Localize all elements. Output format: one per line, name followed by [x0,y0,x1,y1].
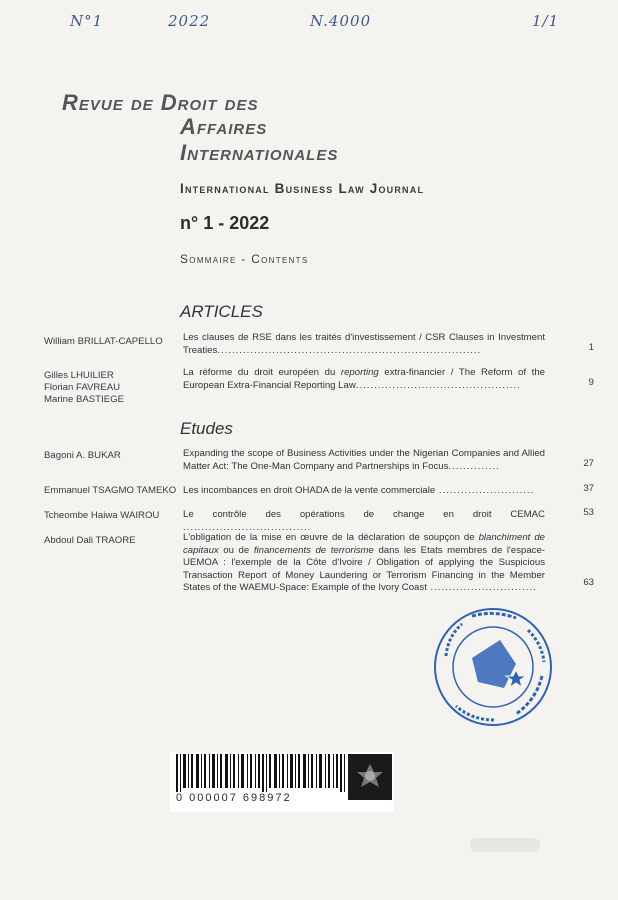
entry-title [183,367,545,392]
handwritten-code: 1/1 [532,12,560,30]
barcode-number: 0 000007 698972 [176,792,292,804]
entry-title-text: ou de [218,544,254,556]
entry-title-text: Les clauses de RSE dans les traités d'investissement / CSR Clauses in Investment Treaties [183,332,545,356]
leader-dots: ................................... [183,521,312,533]
entry-title-emphasis: blanchiment de capitaux [183,532,545,556]
leader-dots: .......................... [435,485,535,496]
leader-dots: ........................................................................ [217,344,482,356]
entry-title-text: L'obligation de la mise en œuvre de la déclaration de soupçon de [183,532,479,543]
page-number: 27 [583,458,594,469]
author-name: Tcheombe Haiwa WAIROU [44,510,160,521]
author-name: William BRILLAT-CAPELLO [44,336,163,347]
author-name: Abdoul Dali TRAORE [44,535,136,546]
page-number: 37 [583,483,594,494]
handwritten-issue-number: N°1 [70,12,104,30]
issue-number [180,213,269,234]
section-articles: ARTICLES [180,302,263,321]
entry-title-text: dans les Etats membres de l'espace-UEMOA : l'exemple de la Côte d'Ivoire / Obligation of applying the Suspicious Transaction Report of Money Laundering or Terrorism Financing in the Member States of the WAEMU-Space: Example of the Ivory Coast [183,544,545,593]
entry-title [183,485,545,498]
entry-title [183,448,545,473]
entry-title [183,332,545,357]
journal-subtitle: International Business Law Journal [180,181,425,196]
entry-title-text: La réforme du droit européen du [183,367,341,378]
handwritten-year: 2022 [168,12,211,30]
page-number: 1 [588,342,594,353]
page-number: 53 [583,507,594,518]
leader-dots: .............. [448,460,500,472]
entry-title-emphasis: financements de terrorisme [253,544,374,556]
summary-heading: Sommaire - Contents [180,252,309,266]
entry-title-emphasis: reporting [340,367,379,378]
journal-title-line-2: Affaires [180,114,268,139]
author-name: Marine BASTIEGE [44,394,124,405]
page-number: 9 [588,377,594,388]
entry-title [183,532,545,595]
leader-dots: ............................. [426,582,537,593]
stamp-emblem-icon [472,640,516,688]
library-stamp [432,606,554,728]
page-smudge [470,838,540,852]
issue-number-text: n° 1 - 2022 [180,213,270,233]
author-name: Bagoni A. BUKAR [44,450,121,461]
author-name: Florian FAVREAU [44,382,121,393]
leader-dots: ............................................. [355,379,521,391]
author-name: Gilles LHUILIER [44,370,114,381]
section-etudes: Etudes [180,419,233,438]
journal-title-line-3: Internationales [180,140,339,165]
entry-title-text: extra-financier / The Reform of the European Extra-Financial Reporting Law [183,367,545,391]
entry-title-text: Les incombances en droit OHADA de la vente commerciale [183,485,436,496]
entry-title-text: Le contrôle des opérations de change en droit CEMAC [183,509,545,520]
journal-title-line-1: Revue de Droit des [62,90,259,115]
author-name: Emmanuel TSAGMO TAMEKO [44,485,177,496]
entry-title-text: Expanding the scope of Business Activities under the Nigerian Companies and Allied Matter Act: The One-Man Company and Partnerships in Focus [183,448,545,472]
handwritten-reference: N.4000 [310,12,372,30]
entry-title [183,509,545,534]
page-number: 63 [583,577,594,588]
